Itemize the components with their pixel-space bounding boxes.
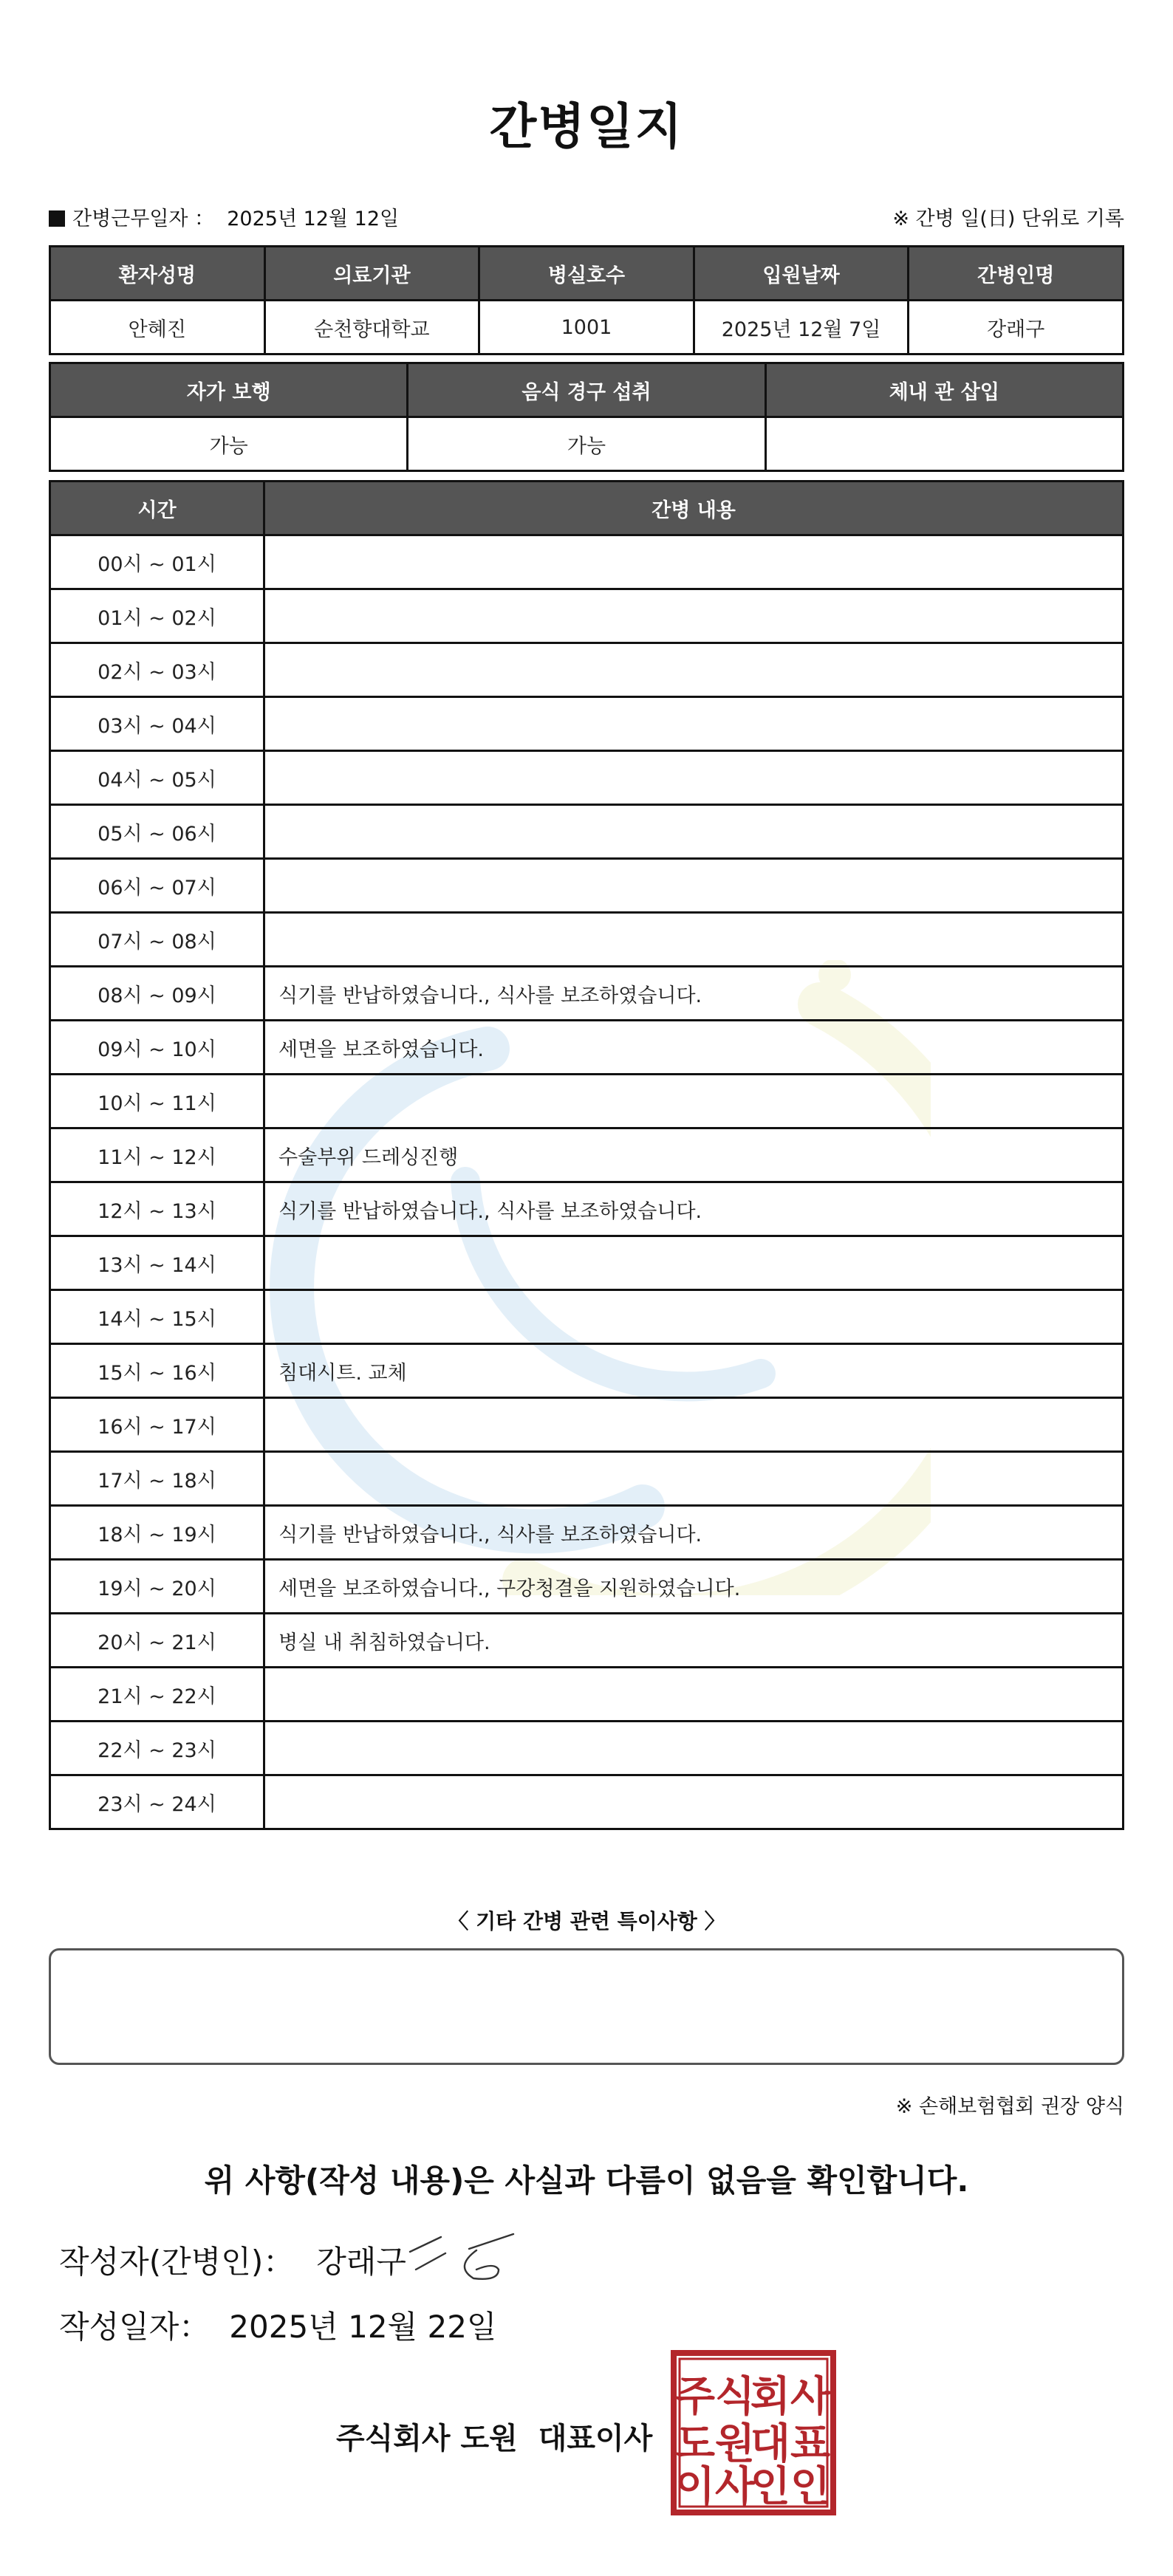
log-row (50, 589, 1124, 643)
log-time: 23시 ~ 24시 (50, 1775, 264, 1829)
info-header-row (50, 247, 1124, 301)
write-date-label: 작성일자： (59, 2309, 211, 2345)
header-room: 병실호수 (479, 247, 694, 301)
remarks-box (49, 1948, 1124, 2065)
header-time: 시간 (50, 482, 264, 535)
square-bullet-icon (49, 210, 65, 227)
care-date-line (49, 202, 399, 231)
walking-status: 가능 (50, 417, 408, 471)
log-time: 04시 ~ 05시 (50, 751, 264, 805)
log-row (50, 1722, 1124, 1775)
log-row (50, 1290, 1124, 1344)
log-time: 08시 ~ 09시 (50, 967, 264, 1021)
log-header-row (50, 482, 1124, 535)
log-row (50, 697, 1124, 751)
log-row (50, 1344, 1124, 1398)
writer-name: 강래구 (316, 2244, 406, 2280)
log-time: 17시 ~ 18시 (50, 1452, 264, 1506)
log-row (50, 805, 1124, 859)
log-row (50, 913, 1124, 967)
patient-status-table (49, 362, 1124, 472)
svg-text:도원: 도원 (674, 2420, 756, 2468)
hospital: 순천향대학교 (264, 301, 479, 354)
log-time: 18시 ~ 19시 (50, 1506, 264, 1560)
log-content: 침대시트. 교체 (264, 1344, 1124, 1398)
log-content: 수술부위 드레싱진행 (264, 1128, 1124, 1182)
log-content (264, 643, 1124, 697)
writer-line (59, 2238, 406, 2282)
log-content (264, 1398, 1124, 1452)
log-content: 세면을 보조하였습니다., 구강청결을 지원하였습니다. (264, 1560, 1124, 1614)
header-caregiver: 간병인명 (909, 247, 1124, 301)
svg-text:인인: 인인 (750, 2463, 831, 2511)
log-row (50, 1775, 1124, 1829)
svg-text:주식: 주식 (674, 2373, 756, 2421)
log-time: 05시 ~ 06시 (50, 805, 264, 859)
log-time: 12시 ~ 13시 (50, 1182, 264, 1236)
status-value-row (50, 417, 1124, 471)
log-time: 11시 ~ 12시 (50, 1128, 264, 1182)
writer-label: 작성자(간병인)： (59, 2244, 295, 2280)
status-header-row (50, 363, 1124, 417)
log-row (50, 751, 1124, 805)
log-time: 02시 ~ 03시 (50, 643, 264, 697)
log-time: 10시 ~ 11시 (50, 1075, 264, 1128)
log-content (264, 1075, 1124, 1128)
log-time: 00시 ~ 01시 (50, 535, 264, 589)
log-content (264, 535, 1124, 589)
log-content: 병실 내 취침하였습니다. (264, 1614, 1124, 1668)
log-row (50, 643, 1124, 697)
company-name: 주식회사 도원 (336, 2422, 518, 2456)
tube-status (765, 417, 1123, 471)
caregiver-name: 강래구 (909, 301, 1124, 354)
log-row (50, 1506, 1124, 1560)
log-time: 16시 ~ 17시 (50, 1398, 264, 1452)
room-number: 1001 (479, 301, 694, 354)
log-time: 01시 ~ 02시 (50, 589, 264, 643)
header-content: 간병 내용 (264, 482, 1124, 535)
log-content (264, 697, 1124, 751)
log-content (264, 1452, 1124, 1506)
log-time: 14시 ~ 15시 (50, 1290, 264, 1344)
log-row (50, 1182, 1124, 1236)
unit-note: ※ 간병 일(日) 단위로 기록 (892, 208, 1124, 230)
log-row (50, 1452, 1124, 1506)
svg-text:회사: 회사 (750, 2373, 831, 2421)
association-note: ※ 손해보험협회 권장 양식 (895, 2095, 1124, 2118)
log-row (50, 535, 1124, 589)
log-time: 07시 ~ 08시 (50, 913, 264, 967)
log-content (264, 589, 1124, 643)
company-line (336, 2415, 652, 2457)
log-content (264, 859, 1124, 913)
header-hospital: 의료기관 (264, 247, 479, 301)
log-time: 15시 ~ 16시 (50, 1344, 264, 1398)
log-content (264, 751, 1124, 805)
log-time: 21시 ~ 22시 (50, 1668, 264, 1722)
log-content: 세면을 보조하였습니다. (264, 1021, 1124, 1075)
info-value-row (50, 301, 1124, 354)
company-rep: 대표이사 (538, 2422, 653, 2456)
patient-info-table (49, 245, 1124, 355)
patient-name: 안혜진 (50, 301, 265, 354)
log-row (50, 1236, 1124, 1290)
remarks-title: 〈 기타 간병 관련 특이사항 〉 (448, 1909, 725, 1933)
log-row (50, 1560, 1124, 1614)
log-row (50, 1128, 1124, 1182)
header-walking: 자가 보행 (50, 363, 408, 417)
handwritten-signature (403, 2227, 528, 2293)
log-row (50, 1021, 1124, 1075)
log-row (50, 1668, 1124, 1722)
log-content (264, 805, 1124, 859)
log-time: 22시 ~ 23시 (50, 1722, 264, 1775)
header-tube: 체내 관 삽입 (765, 363, 1123, 417)
care-date-value: 2025년 12월 12일 (227, 208, 400, 230)
write-date-line (59, 2303, 497, 2347)
log-content: 식기를 반납하였습니다., 식사를 보조하였습니다. (264, 1182, 1124, 1236)
header-oral-intake: 음식 경구 섭취 (408, 363, 765, 417)
log-time: 09시 ~ 10시 (50, 1021, 264, 1075)
log-content (264, 1775, 1124, 1829)
care-date-label: 간병근무일자 ： (72, 208, 215, 230)
log-time: 03시 ~ 04시 (50, 697, 264, 751)
log-time: 06시 ~ 07시 (50, 859, 264, 913)
header-admission-date: 입원날짜 (694, 247, 909, 301)
log-content (264, 1236, 1124, 1290)
svg-text:대표: 대표 (750, 2420, 831, 2468)
oral-intake-status: 가능 (408, 417, 765, 471)
log-time: 19시 ~ 20시 (50, 1560, 264, 1614)
log-row (50, 967, 1124, 1021)
company-seal-stamp (669, 2349, 838, 2517)
log-row (50, 1614, 1124, 1668)
svg-text:이사: 이사 (674, 2463, 756, 2511)
log-content: 식기를 반납하였습니다., 식사를 보조하였습니다. (264, 1506, 1124, 1560)
log-content (264, 1722, 1124, 1775)
log-content (264, 1668, 1124, 1722)
log-row (50, 1075, 1124, 1128)
confirmation-statement: 위 사항(작성 내용)은 사실과 다름이 없음을 확인합니다. (204, 2162, 969, 2199)
log-content: 식기를 반납하였습니다., 식사를 보조하였습니다. (264, 967, 1124, 1021)
log-content (264, 913, 1124, 967)
log-row (50, 1398, 1124, 1452)
write-date-value: 2025년 12월 22일 (229, 2309, 497, 2345)
log-content (264, 1290, 1124, 1344)
page-title: 간병일지 (489, 98, 684, 155)
header-patient-name: 환자성명 (50, 247, 265, 301)
care-log-table (49, 480, 1124, 1830)
log-row (50, 859, 1124, 913)
log-time: 13시 ~ 14시 (50, 1236, 264, 1290)
admission-date: 2025년 12월 7일 (694, 301, 909, 354)
log-time: 20시 ~ 21시 (50, 1614, 264, 1668)
